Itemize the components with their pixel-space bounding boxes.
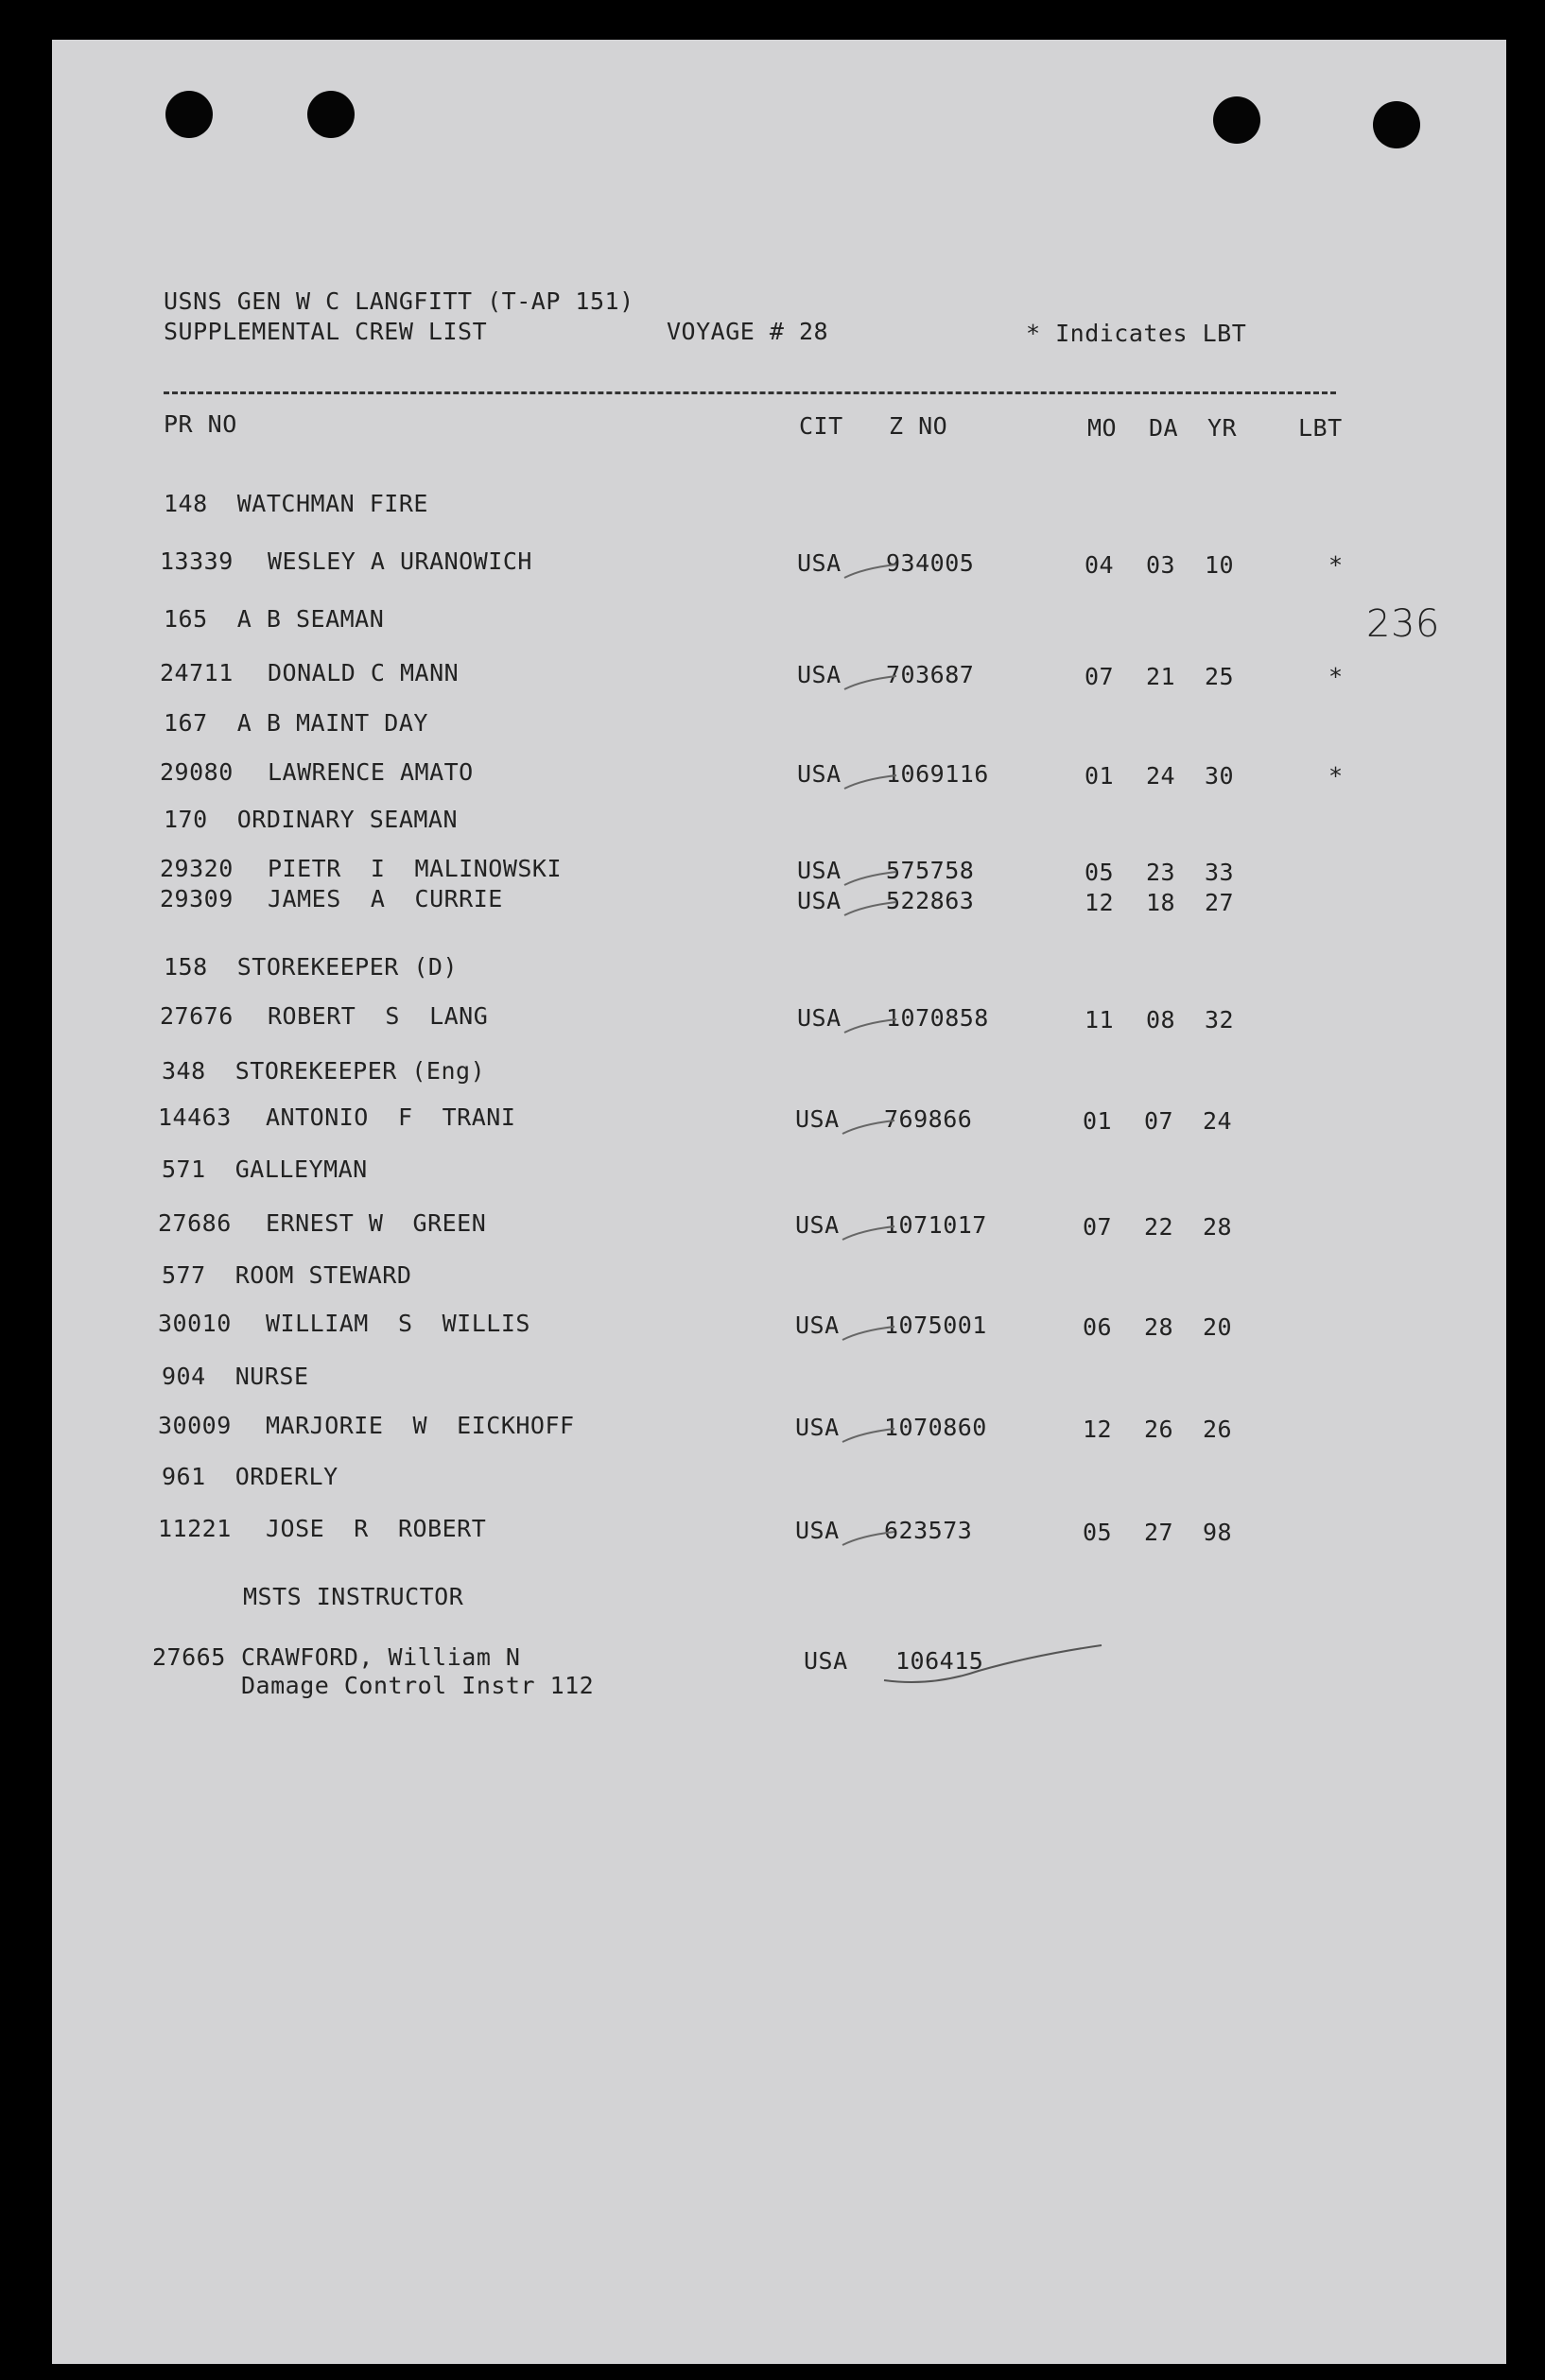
citizenship: USA — [795, 1312, 840, 1339]
birth-day: 21 — [1146, 663, 1176, 690]
crew-name: LAWRENCE AMATO — [268, 758, 474, 786]
pr-number: 14463 — [158, 1103, 232, 1131]
citizenship: USA — [797, 857, 842, 884]
col-lbt: LBT — [1298, 414, 1343, 442]
rating-heading: 167 A B MAINT DAY — [164, 709, 428, 737]
z-number: 575758 — [886, 857, 975, 884]
birth-year: 25 — [1205, 663, 1235, 690]
z-number: 1075001 — [884, 1312, 987, 1339]
crew-name: ANTONIO F TRANI — [266, 1103, 516, 1131]
col-cit: CIT — [799, 412, 843, 440]
page-number: 236 — [1366, 602, 1440, 646]
z-number: 1070860 — [884, 1414, 987, 1441]
list-type: SUPPLEMENTAL CREW LIST — [164, 318, 488, 345]
pr-number: 29309 — [160, 885, 234, 912]
lbt-flag: * — [1328, 551, 1344, 579]
rating-heading: 170 ORDINARY SEAMAN — [164, 806, 459, 833]
punch-hole — [165, 91, 213, 138]
z-number: 623573 — [884, 1517, 973, 1544]
crew-name: JAMES A CURRIE — [268, 885, 503, 912]
crew-name: WESLEY A URANOWICH — [268, 547, 532, 575]
crew-name: PIETR I MALINOWSKI — [268, 855, 563, 882]
col-mo: MO — [1087, 414, 1118, 442]
rating-heading: 577 ROOM STEWARD — [162, 1261, 412, 1289]
citizenship: USA — [797, 661, 842, 688]
ship-title: USNS GEN W C LANGFITT (T-AP 151) — [164, 287, 634, 315]
crew-name: ERNEST W GREEN — [266, 1209, 487, 1237]
pr-number: 29320 — [160, 855, 234, 882]
citizenship: USA — [797, 549, 842, 577]
pr-number: 27676 — [160, 1002, 234, 1030]
instructor-role: Damage Control Instr 112 — [241, 1672, 595, 1699]
birth-year: 32 — [1205, 1006, 1235, 1034]
lbt-flag: * — [1328, 663, 1344, 690]
citizenship: USA — [795, 1211, 840, 1239]
birth-month: 07 — [1085, 663, 1115, 690]
crew-name: MARJORIE W EICKHOFF — [266, 1412, 575, 1439]
voyage-number: VOYAGE # 28 — [667, 318, 829, 345]
birth-month: 11 — [1085, 1006, 1115, 1034]
birth-month: 01 — [1083, 1107, 1113, 1135]
birth-month: 05 — [1083, 1519, 1113, 1546]
birth-year: 28 — [1203, 1213, 1233, 1241]
z-number: 522863 — [886, 887, 975, 914]
birth-year: 20 — [1203, 1313, 1233, 1341]
col-da: DA — [1149, 414, 1179, 442]
pr-number: 11221 — [158, 1515, 232, 1542]
birth-year: 10 — [1205, 551, 1235, 579]
instructor-name: CRAWFORD, William N — [241, 1643, 521, 1671]
rating-heading: 961 ORDERLY — [162, 1463, 339, 1490]
rating-heading: 904 NURSE — [162, 1363, 309, 1390]
z-number: 769866 — [884, 1105, 973, 1133]
citizenship: USA — [797, 760, 842, 788]
rating-heading: 148 WATCHMAN FIRE — [164, 490, 428, 517]
pr-number: 27686 — [158, 1209, 232, 1237]
pr-number: 29080 — [160, 758, 234, 786]
birth-day: 18 — [1146, 889, 1176, 916]
birth-year: 30 — [1205, 762, 1235, 790]
punch-hole — [1213, 96, 1260, 144]
birth-day: 03 — [1146, 551, 1176, 579]
birth-month: 07 — [1083, 1213, 1113, 1241]
z-number: 703687 — [886, 661, 975, 688]
rating-heading: 158 STOREKEEPER (D) — [164, 953, 459, 981]
citizenship: USA — [795, 1517, 840, 1544]
instructor-pr-no: 27665 — [152, 1643, 226, 1671]
birth-month: 12 — [1083, 1416, 1113, 1443]
z-number: 934005 — [886, 549, 975, 577]
header-divider — [164, 391, 1336, 394]
instructor-cit: USA — [804, 1647, 848, 1675]
rating-heading: 571 GALLEYMAN — [162, 1155, 368, 1183]
z-number: 1071017 — [884, 1211, 987, 1239]
z-number: 1069116 — [886, 760, 989, 788]
birth-year: 98 — [1203, 1519, 1233, 1546]
col-pr-no: PR NO — [164, 410, 237, 438]
rating-heading: 348 STOREKEEPER (Eng) — [162, 1057, 486, 1085]
birth-day: 08 — [1146, 1006, 1176, 1034]
document-page — [52, 40, 1506, 2364]
birth-day: 07 — [1144, 1107, 1174, 1135]
citizenship: USA — [797, 887, 842, 914]
col-yr: YR — [1207, 414, 1238, 442]
punch-hole — [1373, 101, 1420, 148]
birth-day: 23 — [1146, 859, 1176, 886]
crew-name: WILLIAM S WILLIS — [266, 1310, 530, 1337]
birth-month: 04 — [1085, 551, 1115, 579]
birth-month: 12 — [1085, 889, 1115, 916]
lbt-legend: * Indicates LBT — [1026, 320, 1247, 347]
birth-day: 27 — [1144, 1519, 1174, 1546]
instructor-z-no: 106415 — [895, 1647, 984, 1675]
instructor-heading: MSTS INSTRUCTOR — [243, 1583, 464, 1610]
punch-hole — [307, 91, 355, 138]
rating-heading: 165 A B SEAMAN — [164, 605, 385, 633]
citizenship: USA — [795, 1414, 840, 1441]
citizenship: USA — [795, 1105, 840, 1133]
pr-number: 30009 — [158, 1412, 232, 1439]
birth-year: 27 — [1205, 889, 1235, 916]
birth-day: 24 — [1146, 762, 1176, 790]
birth-year: 24 — [1203, 1107, 1233, 1135]
pr-number: 13339 — [160, 547, 234, 575]
birth-month: 05 — [1085, 859, 1115, 886]
birth-year: 26 — [1203, 1416, 1233, 1443]
birth-day: 26 — [1144, 1416, 1174, 1443]
z-number: 1070858 — [886, 1004, 989, 1032]
birth-day: 22 — [1144, 1213, 1174, 1241]
citizenship: USA — [797, 1004, 842, 1032]
crew-name: DONALD C MANN — [268, 659, 460, 686]
pr-number: 30010 — [158, 1310, 232, 1337]
pr-number: 24711 — [160, 659, 234, 686]
birth-month: 06 — [1083, 1313, 1113, 1341]
col-z-no: Z NO — [889, 412, 948, 440]
lbt-flag: * — [1328, 762, 1344, 790]
birth-year: 33 — [1205, 859, 1235, 886]
birth-month: 01 — [1085, 762, 1115, 790]
crew-name: JOSE R ROBERT — [266, 1515, 487, 1542]
crew-name: ROBERT S LANG — [268, 1002, 489, 1030]
birth-day: 28 — [1144, 1313, 1174, 1341]
